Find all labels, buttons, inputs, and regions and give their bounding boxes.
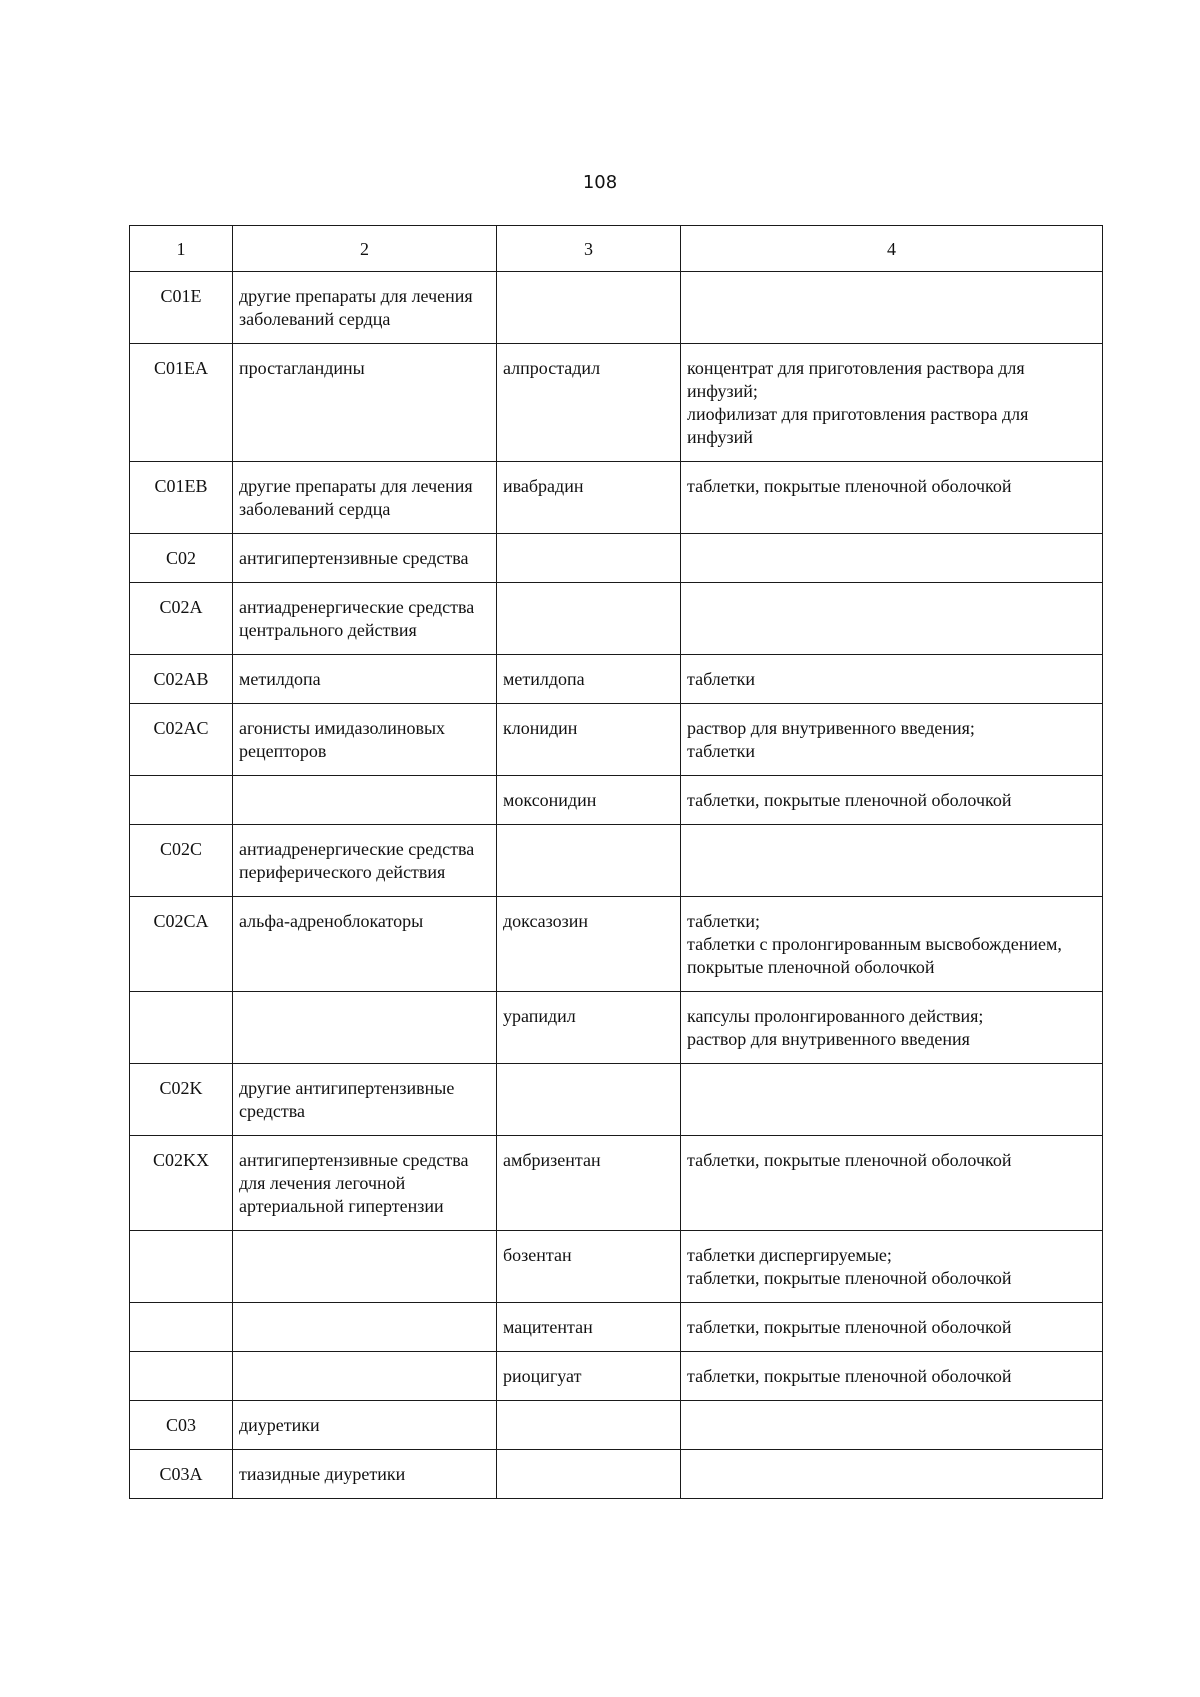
group-name-cell: антиадренергические средства центрального действия [233,583,497,655]
dosage-form-line: таблетки, покрытые пленочной оболочкой [687,476,1012,496]
atc-code-cell: C03A [130,1450,233,1499]
group-name-cell: метилдопа [233,655,497,704]
dosage-form-line: таблетки, покрытые пленочной оболочкой [687,790,1012,810]
drug-name-cell: клонидин [497,704,681,776]
atc-code-cell: C02K [130,1064,233,1136]
table-row [130,272,1103,344]
dosage-form-line: таблетки [687,741,756,761]
group-name-cell: антиадренергические средства периферического действия [233,825,497,897]
table-row [130,704,1103,776]
atc-code-cell [130,1352,233,1401]
table-row [130,776,1103,825]
drug-name-cell [497,825,681,897]
group-name-cell [233,1303,497,1352]
dosage-forms-cell [681,1303,1103,1352]
table-body [130,272,1103,1499]
header-cell-group: 2 [233,226,497,272]
drug-name-cell: бозентан [497,1231,681,1303]
table-row [130,1231,1103,1303]
dosage-form-line: таблетки, покрытые пленочной оболочкой [687,1268,1012,1288]
atc-code-cell: C02AB [130,655,233,704]
drug-name-cell: алпростадил [497,344,681,462]
dosage-forms-cell [681,534,1103,583]
table-row [130,1401,1103,1450]
group-name-cell: диуретики [233,1401,497,1450]
dosage-forms-cell [681,655,1103,704]
dosage-forms-cell [681,583,1103,655]
drug-name-cell: амбризентан [497,1136,681,1231]
group-name-cell [233,1352,497,1401]
dosage-forms-cell [681,776,1103,825]
table-row [130,1303,1103,1352]
table-row [130,897,1103,992]
dosage-form-line: таблетки, покрытые пленочной оболочкой [687,1317,1012,1337]
table-row [130,344,1103,462]
group-name-cell: простагландины [233,344,497,462]
atc-table [129,225,1103,1499]
table-row [130,583,1103,655]
dosage-form-line: раствор для внутривенного введения; [687,718,975,738]
table-row [130,825,1103,897]
drug-name-cell: доксазозин [497,897,681,992]
group-name-cell: тиазидные диуретики [233,1450,497,1499]
atc-code-cell: C02A [130,583,233,655]
table-row [130,992,1103,1064]
group-name-cell: антигипертензивные средства [233,534,497,583]
table-row [130,1352,1103,1401]
table-row [130,1064,1103,1136]
drug-name-cell: риоцигуат [497,1352,681,1401]
page-number: 108 [582,172,618,193]
group-name-cell: другие препараты для лечения заболеваний сердца [233,462,497,534]
dosage-forms-cell [681,344,1103,462]
group-name-cell [233,992,497,1064]
drug-name-cell [497,534,681,583]
dosage-form-line: таблетки с пролонгированным высвобождением, покрытые пленочной оболочкой [687,934,1062,977]
dosage-forms-cell [681,1231,1103,1303]
drug-name-cell: моксонидин [497,776,681,825]
table-row [130,1450,1103,1499]
drug-name-cell [497,1450,681,1499]
dosage-form-line: раствор для внутривенного введения [687,1029,970,1049]
group-name-cell [233,776,497,825]
group-name-cell [233,1231,497,1303]
drug-name-cell [497,1401,681,1450]
drug-name-cell: метилдопа [497,655,681,704]
dosage-form-line: таблетки, покрытые пленочной оболочкой [687,1150,1012,1170]
dosage-forms-cell [681,1401,1103,1450]
dosage-form-line: капсулы пролонгированного действия; [687,1006,984,1026]
table-row [130,462,1103,534]
atc-code-cell: C01E [130,272,233,344]
dosage-forms-cell [681,1136,1103,1231]
dosage-forms-cell [681,825,1103,897]
dosage-forms-cell [681,462,1103,534]
dosage-forms-cell [681,992,1103,1064]
header-row [130,226,1103,272]
atc-code-cell: C01EB [130,462,233,534]
dosage-forms-cell [681,897,1103,992]
dosage-form-line: таблетки диспергируемые; [687,1245,892,1265]
atc-code-cell: C02KX [130,1136,233,1231]
atc-code-cell [130,1231,233,1303]
dosage-form-line: лиофилизат для приготовления раствора для инфузий [687,404,1029,447]
drug-name-cell: урапидил [497,992,681,1064]
dosage-form-line: таблетки, покрытые пленочной оболочкой [687,1366,1012,1386]
dosage-form-line: концентрат для приготовления раствора для инфузий; [687,358,1025,401]
group-name-cell: другие антигипертензивные средства [233,1064,497,1136]
table-row [130,1136,1103,1231]
dosage-forms-cell [681,272,1103,344]
drug-name-cell: мацитентан [497,1303,681,1352]
atc-code-cell: C02AC [130,704,233,776]
atc-code-cell [130,992,233,1064]
atc-code-cell: C02CA [130,897,233,992]
dosage-form-line: таблетки [687,669,756,689]
dosage-forms-cell [681,1352,1103,1401]
drug-name-cell [497,1064,681,1136]
dosage-forms-cell [681,704,1103,776]
atc-code-cell: C02 [130,534,233,583]
dosage-forms-cell [681,1450,1103,1499]
atc-code-cell [130,1303,233,1352]
header-cell-drug: 3 [497,226,681,272]
table-row [130,655,1103,704]
atc-code-cell: C02C [130,825,233,897]
dosage-form-line: таблетки; [687,911,761,931]
group-name-cell: альфа-адреноблокаторы [233,897,497,992]
dosage-forms-cell [681,1064,1103,1136]
header-cell-forms: 4 [681,226,1103,272]
group-name-cell: другие препараты для лечения заболеваний сердца [233,272,497,344]
group-name-cell: агонисты имидазолиновых рецепторов [233,704,497,776]
atc-code-cell [130,776,233,825]
header-cell-code: 1 [130,226,233,272]
atc-code-cell: C03 [130,1401,233,1450]
group-name-cell: антигипертензивные средства для лечения легочной артериальной гипертензии [233,1136,497,1231]
drug-name-cell [497,583,681,655]
table-row [130,534,1103,583]
atc-code-cell: C01EA [130,344,233,462]
drug-name-cell [497,272,681,344]
drug-name-cell: ивабрадин [497,462,681,534]
